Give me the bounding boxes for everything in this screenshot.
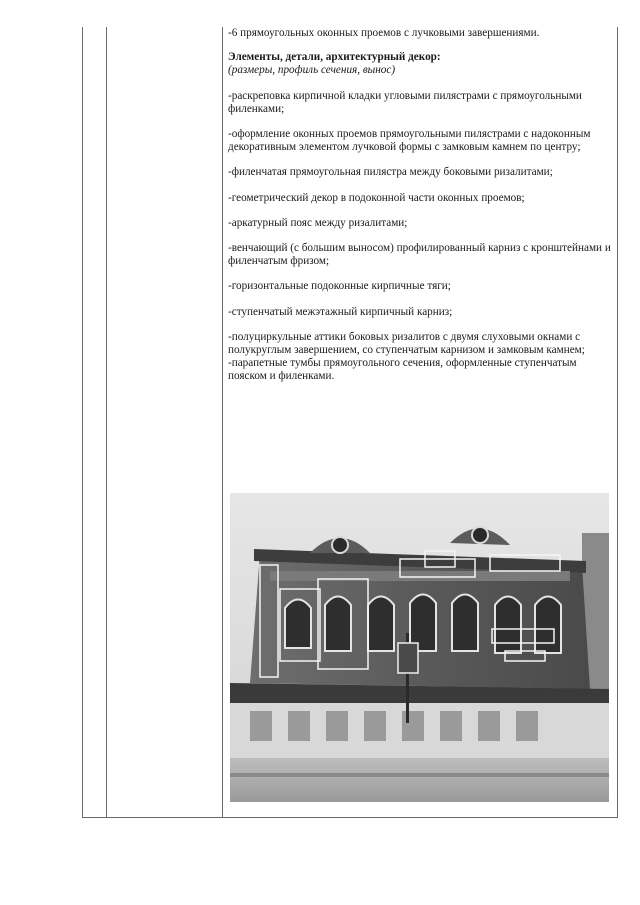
decor-item: -венчающий (с большим выносом) профилированный карниз с кронштейнами и филенчатым фризом;: [228, 242, 611, 268]
decor-item: -горизонтальные подоконные кирпичные тяги;: [228, 280, 451, 293]
decor-item: -ступенчатый межэтажный кирпичный карниз;: [228, 305, 453, 318]
decor-item: -филенчатая прямоугольная пилястра между боковыми ризалитами;: [228, 166, 553, 179]
table-column-divider: [106, 27, 107, 817]
building-facade-photo: [230, 493, 609, 802]
decor-item: -полуциркульные аттики боковых ризалитов с двумя слуховыми окнами с полукруглым завершением, со ступенчатым карнизом и замковым камнем;: [228, 330, 585, 357]
decor-item: -оформление оконных проемов прямоугольными пилястрами с надоконным декоративным элементом лучковой формы с замковым камнем по центру;: [228, 128, 591, 154]
windows-text: -6 прямоугольных оконных проемов с лучковыми завершениями.: [228, 27, 540, 39]
description-cell: [228, 27, 613, 384]
decor-item: -геометрический декор в подоконной части оконных проемов;: [228, 191, 525, 204]
elements-subheading: (размеры, профиль сечения, вынос): [228, 64, 396, 77]
table-column-divider: [222, 27, 223, 817]
decor-item: -аркатурный пояс между ризалитами;: [228, 216, 408, 229]
decor-item: -парапетные тумбы прямоугольного сечения, оформленные ступенчатым пояском и филенками.: [228, 357, 577, 383]
decor-item: -раскреповка кирпичной кладки угловыми пилястрами с прямоугольными филенками;: [228, 89, 582, 115]
elements-heading: Элементы, детали, архитектурный декор:: [228, 51, 441, 64]
